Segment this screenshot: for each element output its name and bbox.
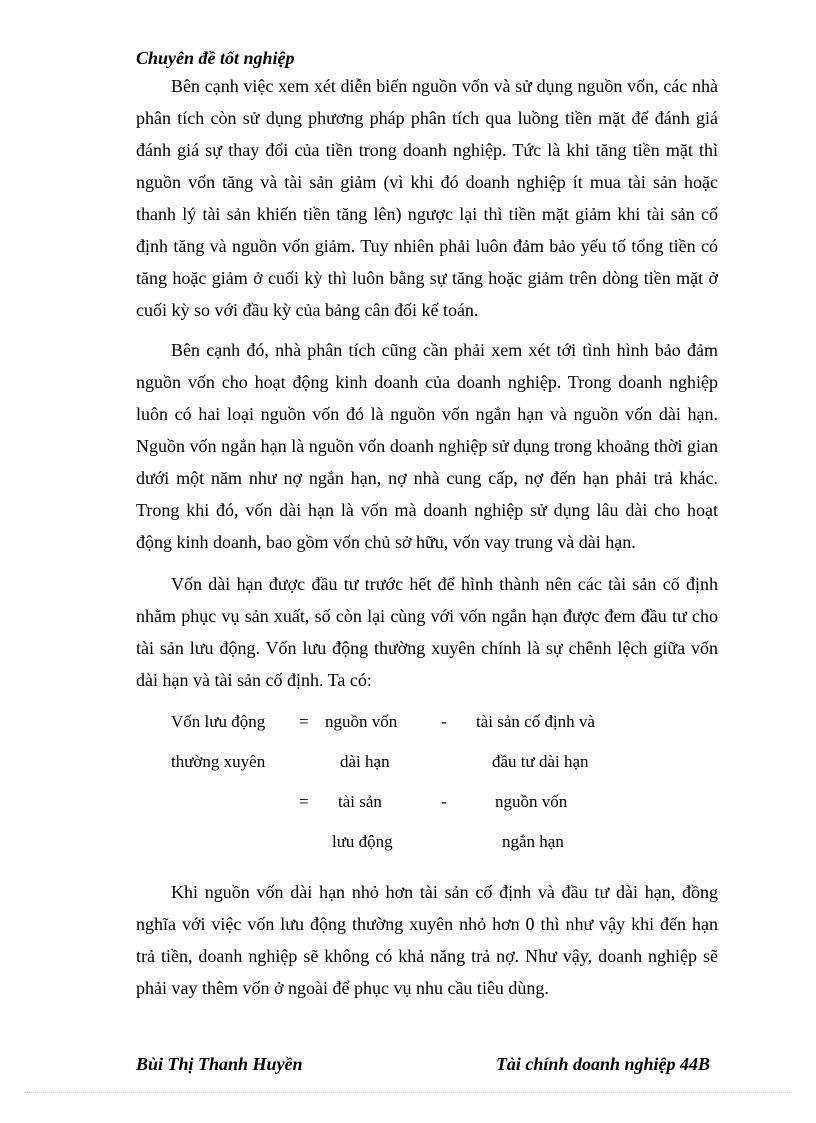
formula-lhs-line1: Vốn lưu động xyxy=(171,712,266,731)
formula-term1-line2: dài hạn xyxy=(340,752,390,771)
formula-term2-line2: đầu tư dài hạn xyxy=(492,752,589,771)
formula-equals-1: = xyxy=(299,712,309,731)
footer-dotted-divider xyxy=(24,1092,792,1093)
formula-equals-2: = xyxy=(299,792,309,811)
paragraph-capital-sources: Bên cạnh đó, nhà phân tích cũng cần phải xem xét tới tình hình bảo đảm nguồn vốn cho hoạt động kinh doanh của doanh nghiệp. Trong doanh nghiệp luôn có hai loại nguồn vốn đó là nguồn vốn ngắn hạn và nguồn vốn dài hạn. Nguồn vốn ngắn hạn là nguồn vốn doanh nghiệp sử dụng trong khoảng thời gian dưới một năm như nợ ngắn hạn, nợ nhà cung cấp, nợ đến hạn phải trả khác. Trong khi đó, vốn dài hạn là vốn mà doanh nghiệp sử dụng lâu dài cho hoạt động kinh doanh, bao gồm vốn chủ sở hữu, vốn vay trung và dài hạn. xyxy=(136,340,718,552)
formula-term3-line1: tài sản xyxy=(338,792,382,811)
footer-department: Tài chính doanh nghiệp 44B xyxy=(495,1054,710,1074)
footer-author: Bùi Thị Thanh Huyền xyxy=(136,1054,303,1074)
header-title: Chuyên đề tốt nghiệp xyxy=(136,48,295,68)
paragraph-conclusion: Khi nguồn vốn dài hạn nhỏ hơn tài sản cố định và đầu tư dài hạn, đồng nghĩa với việc vốn lưu động thường xuyên nhỏ hơn 0 thì như vậy khi đến hạn trả tiền, doanh nghiệp sẽ không có khả năng trả nợ. Như vậy, doanh nghiệp sẽ phải vay thêm vốn ở ngoài để phục vụ nhu cầu tiêu dùng. xyxy=(136,882,718,998)
formula-term1-line1: nguồn vốn xyxy=(325,712,398,731)
document-body xyxy=(136,70,718,1014)
paragraph-cash-flow: Bên cạnh việc xem xét diễn biến nguồn vốn và sử dụng nguồn vốn, các nhà phân tích còn sử dụng phương pháp phân tích qua luồng tiền mặt để đánh giá đánh giá sự thay đổi của tiền trong doanh nghiệp. Tức là khi tăng tiền mặt thì nguồn vốn tăng và tài sản giảm (vì khi đó doanh nghiệp ít mua tài sản hoặc thanh lý tài sản khiến tiền tăng lên) ngược lại thì tiền mặt giảm khi tài sản cố định tăng và nguồn vốn giảm. Tuy nhiên phải luôn đảm bảo yếu tố tổng tiền có tăng hoặc giảm ở cuối kỳ thì luôn bằng sự tăng hoặc giảm trên dòng tiền mặt ở cuối kỳ so với đầu kỳ của bảng cân đối kế toán. xyxy=(136,76,718,320)
formula-term3-line2: lưu động xyxy=(332,832,393,851)
formula-term2-line1: tài sản cố định và xyxy=(476,712,595,731)
formula-minus-1: - xyxy=(441,712,447,731)
formula-lhs-line2: thường xuyên xyxy=(171,752,266,771)
paragraph-long-term-capital: Vốn dài hạn được đầu tư trước hết để hình thành nên các tài sản cố định nhằm phục vụ sản xuất, số còn lại cùng với vốn ngắn hạn được đem đầu tư cho tài sản lưu động. Vốn lưu động thường xuyên chính là sự chênh lệch giữa vốn dài hạn và tài sản cố định. Ta có: xyxy=(136,574,718,690)
formula-minus-2: - xyxy=(441,792,447,811)
formula-term4-line2: ngắn hạn xyxy=(502,832,564,851)
working-capital-formula xyxy=(136,706,718,870)
formula-term4-line1: nguồn vốn xyxy=(495,792,568,811)
